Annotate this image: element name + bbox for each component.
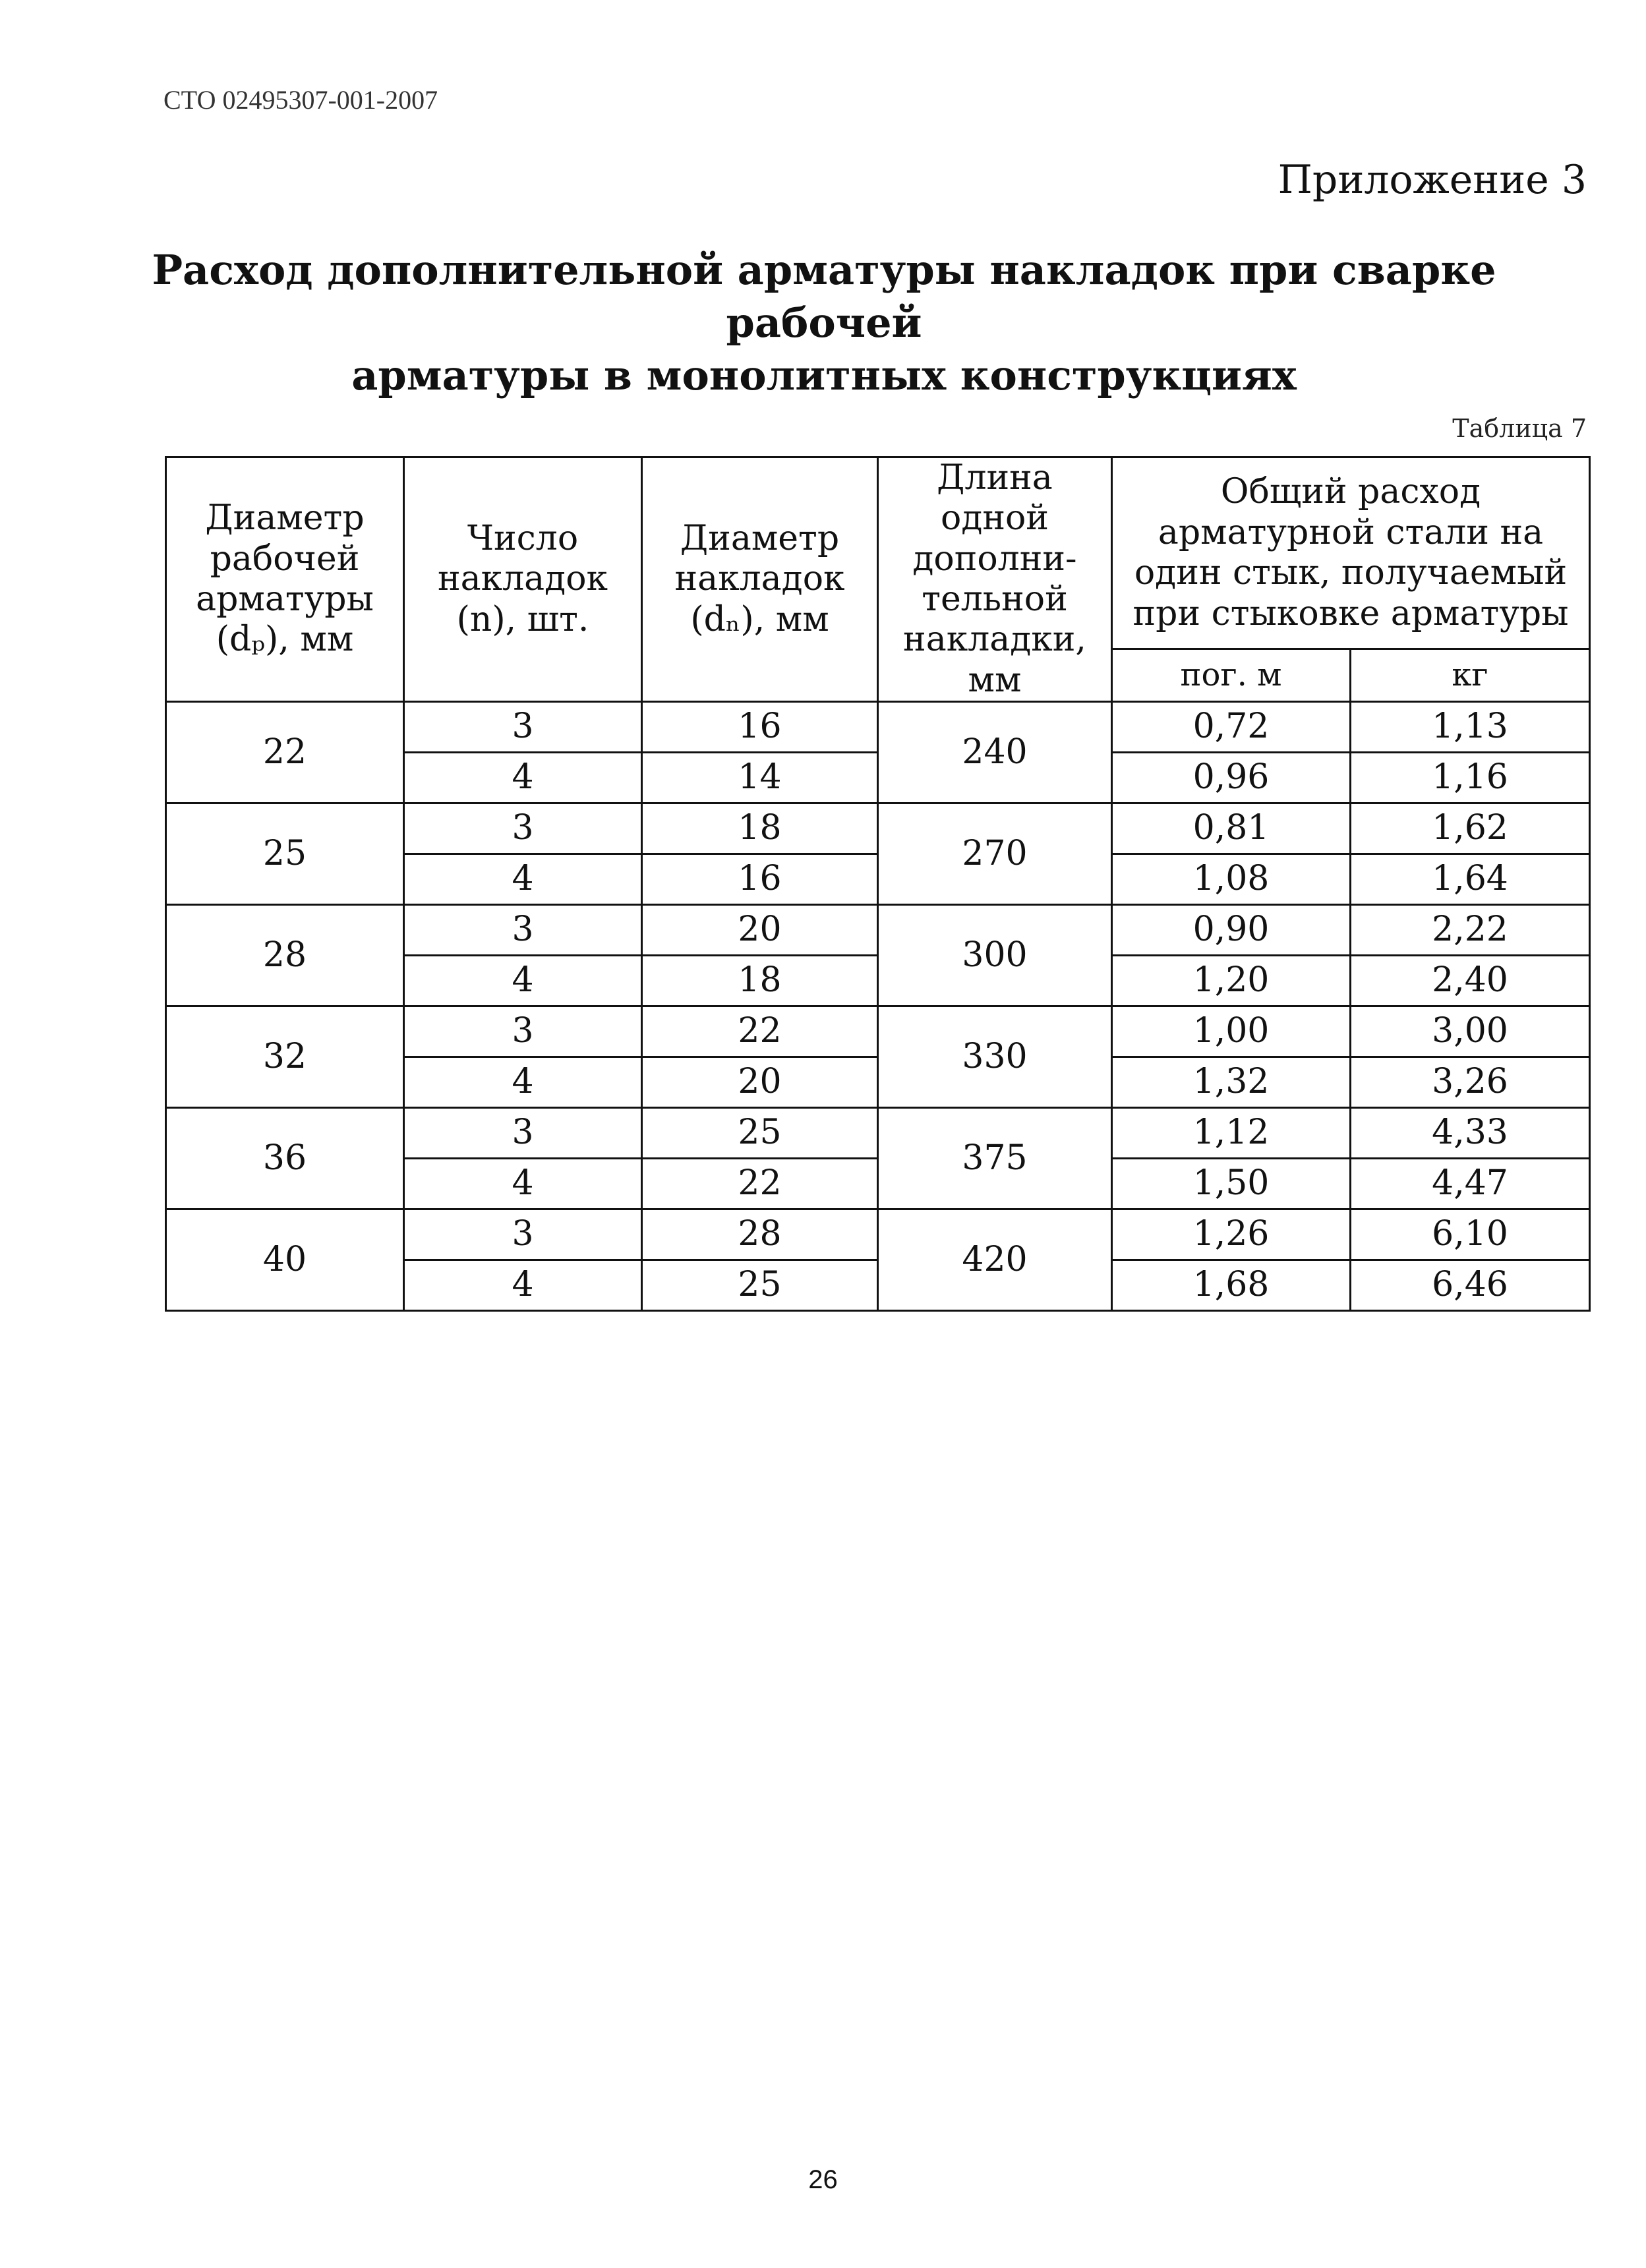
cell-running-meters: 1,32	[1112, 1057, 1351, 1108]
page-number: 26	[808, 2165, 838, 2194]
table-label: Таблица 7	[1452, 414, 1587, 443]
cell-plate-diameter: 16	[642, 854, 878, 905]
cell-running-meters: 1,08	[1112, 854, 1351, 905]
cell-rebar-diameter: 32	[166, 1006, 404, 1108]
cell-plate-diameter: 22	[642, 1159, 878, 1209]
cell-rebar-diameter: 22	[166, 702, 404, 803]
cell-plate-count: 3	[404, 1006, 642, 1057]
cell-plate-diameter: 18	[642, 956, 878, 1006]
cell-plate-count: 3	[404, 1209, 642, 1260]
cell-kilograms: 1,13	[1351, 702, 1590, 753]
cell-plate-length: 330	[878, 1006, 1112, 1108]
cell-kilograms: 2,22	[1351, 905, 1590, 956]
table-row	[166, 1108, 1590, 1159]
cell-kilograms: 6,10	[1351, 1209, 1590, 1260]
cell-plate-count: 3	[404, 702, 642, 753]
cell-plate-diameter: 22	[642, 1006, 878, 1057]
cell-plate-length: 420	[878, 1209, 1112, 1311]
cell-plate-diameter: 18	[642, 803, 878, 854]
cell-kilograms: 3,00	[1351, 1006, 1590, 1057]
cell-running-meters: 1,26	[1112, 1209, 1351, 1260]
cell-plate-count: 4	[404, 753, 642, 803]
cell-rebar-diameter: 40	[166, 1209, 404, 1311]
table-row	[166, 905, 1590, 956]
table-row	[166, 803, 1590, 854]
cell-running-meters: 0,81	[1112, 803, 1351, 854]
col-header-plate-length: Длина одной дополни-тельной накладки, мм	[878, 457, 1112, 702]
cell-rebar-diameter: 36	[166, 1108, 404, 1209]
cell-running-meters: 0,72	[1112, 702, 1351, 753]
title-line-1: Расход дополнительной арматуры накладок при сварке рабочей	[152, 246, 1496, 347]
cell-running-meters: 1,50	[1112, 1159, 1351, 1209]
cell-plate-count: 4	[404, 1260, 642, 1311]
cell-plate-diameter: 20	[642, 1057, 878, 1108]
cell-plate-count: 4	[404, 1159, 642, 1209]
cell-kilograms: 4,47	[1351, 1159, 1590, 1209]
cell-plate-diameter: 20	[642, 905, 878, 956]
title-line-2: арматуры в монолитных конструкциях	[351, 351, 1297, 399]
cell-rebar-diameter: 28	[166, 905, 404, 1006]
table-row	[166, 1209, 1590, 1260]
cell-kilograms: 1,62	[1351, 803, 1590, 854]
cell-plate-count: 3	[404, 803, 642, 854]
cell-plate-count: 4	[404, 956, 642, 1006]
table-row	[166, 1006, 1590, 1057]
cell-kilograms: 1,16	[1351, 753, 1590, 803]
cell-plate-count: 4	[404, 1057, 642, 1108]
cell-plate-length: 300	[878, 905, 1112, 1006]
cell-running-meters: 1,68	[1112, 1260, 1351, 1311]
cell-kilograms: 2,40	[1351, 956, 1590, 1006]
subheader-running-meters: пог. м	[1112, 649, 1351, 702]
col-header-plate-count: Число накладок (n), шт.	[404, 457, 642, 702]
cell-plate-diameter: 14	[642, 753, 878, 803]
cell-plate-count: 4	[404, 854, 642, 905]
appendix-label: Приложение 3	[1278, 157, 1587, 203]
col-header-total-consumption: Общий расход арматурной стали на один стык, получаемый при стыковке арматуры	[1112, 457, 1590, 649]
cell-kilograms: 3,26	[1351, 1057, 1590, 1108]
cell-kilograms: 4,33	[1351, 1108, 1590, 1159]
document-code: СТО 02495307-001-2007	[163, 85, 438, 115]
col-header-plate-diameter: Диаметр накладок (dₙ), мм	[642, 457, 878, 702]
subheader-kilograms: кг	[1351, 649, 1590, 702]
cell-running-meters: 1,12	[1112, 1108, 1351, 1159]
cell-plate-diameter: 28	[642, 1209, 878, 1260]
cell-plate-count: 3	[404, 905, 642, 956]
cell-running-meters: 0,90	[1112, 905, 1351, 956]
cell-plate-length: 240	[878, 702, 1112, 803]
cell-plate-diameter: 16	[642, 702, 878, 753]
cell-running-meters: 0,96	[1112, 753, 1351, 803]
cell-kilograms: 6,46	[1351, 1260, 1590, 1311]
rebar-consumption-table	[165, 456, 1591, 1312]
cell-running-meters: 1,00	[1112, 1006, 1351, 1057]
page-title	[132, 244, 1516, 402]
table-body	[166, 702, 1590, 1311]
cell-plate-length: 375	[878, 1108, 1112, 1209]
col-header-rebar-diameter: Диаметр рабочей арматуры (dₚ), мм	[166, 457, 404, 702]
cell-rebar-diameter: 25	[166, 803, 404, 905]
cell-plate-count: 3	[404, 1108, 642, 1159]
cell-kilograms: 1,64	[1351, 854, 1590, 905]
cell-plate-diameter: 25	[642, 1260, 878, 1311]
cell-running-meters: 1,20	[1112, 956, 1351, 1006]
table-row	[166, 702, 1590, 753]
cell-plate-length: 270	[878, 803, 1112, 905]
cell-plate-diameter: 25	[642, 1108, 878, 1159]
